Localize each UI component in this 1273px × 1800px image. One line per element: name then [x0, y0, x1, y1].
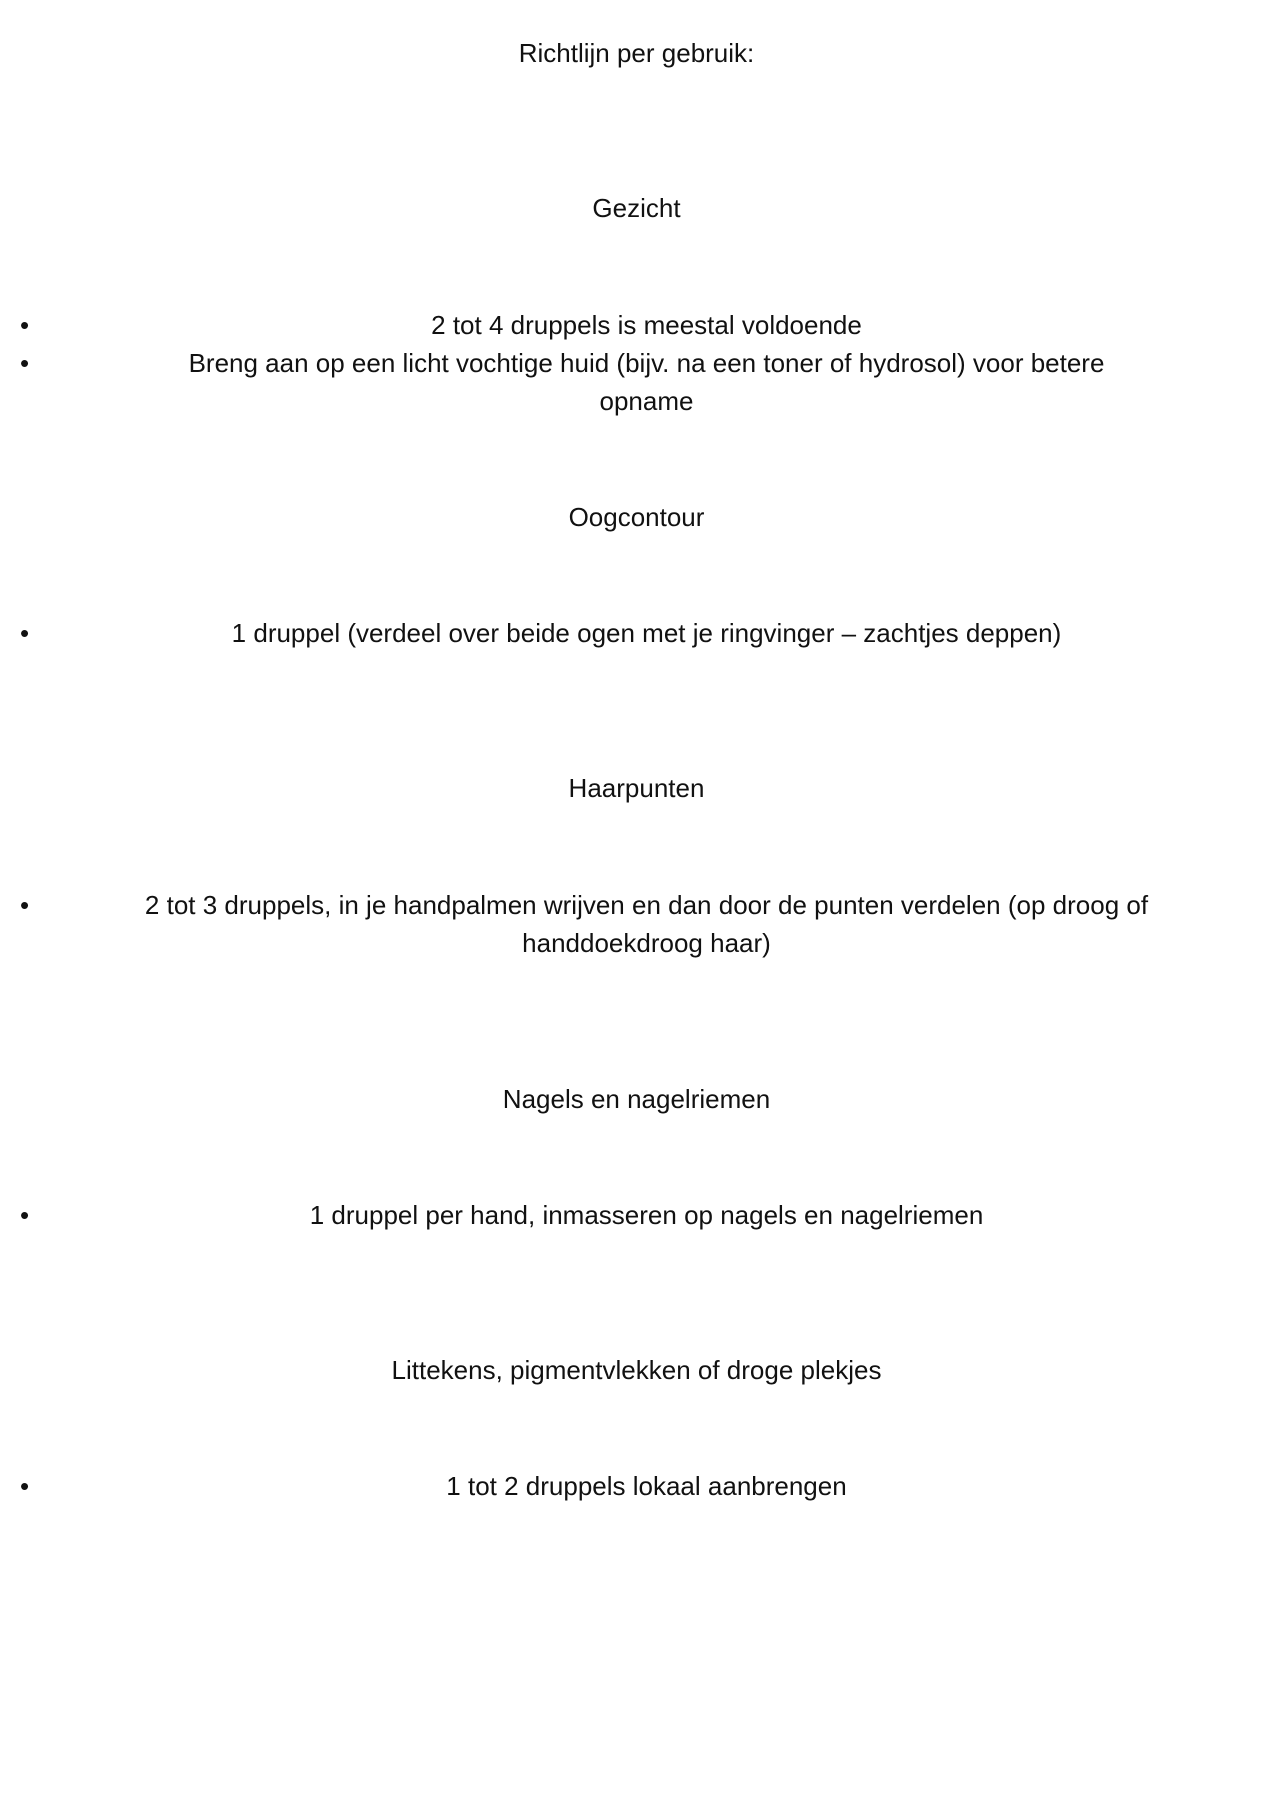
bullet-icon: • — [20, 310, 30, 340]
list-item-text: 1 druppel (verdeel over beide ogen met je ringvinger – zachtjes deppen) — [231, 618, 1062, 648]
section-title-oogcontour: Oogcontour — [568, 502, 705, 532]
bullet-icon: • — [20, 1471, 30, 1501]
list-item-text: 1 druppel per hand, inmasseren op nagels en nagelriemen — [309, 1200, 984, 1230]
section-list-gezicht — [0, 306, 1273, 420]
list-item — [20, 1196, 1273, 1234]
bullet-icon: • — [20, 1200, 30, 1230]
bullet-icon: • — [20, 618, 30, 648]
list-item-text: 2 tot 4 druppels is meestal voldoende — [431, 310, 862, 340]
section-list-haarpunten — [0, 886, 1273, 962]
bullet-icon: • — [20, 890, 30, 920]
section-title-gezicht: Gezicht — [592, 193, 681, 223]
bullet-icon: • — [20, 348, 30, 378]
section-list-nagels — [0, 1196, 1273, 1234]
section-list-oogcontour — [0, 614, 1273, 652]
list-item — [20, 886, 1273, 962]
section-title-littekens: Littekens, pigmentvlekken of droge plekjes — [391, 1355, 882, 1385]
section-list-littekens — [0, 1467, 1273, 1505]
section-title-nagels: Nagels en nagelriemen — [502, 1084, 771, 1114]
list-item — [20, 1467, 1273, 1505]
list-item — [20, 306, 1273, 344]
list-item — [20, 614, 1273, 652]
list-item-text: 2 tot 3 druppels, in je handpalmen wrijven en dan door de punten verdelen (op droog of handdoekdroog haar) — [144, 890, 1149, 958]
section-title-haarpunten: Haarpunten — [568, 773, 705, 803]
list-item-text: Breng aan op een licht vochtige huid (bijv. na een toner of hydrosol) voor betere opname — [188, 348, 1105, 416]
intro-text: Richtlijn per gebruik: — [518, 38, 755, 68]
list-item — [20, 344, 1273, 420]
list-item-text: 1 tot 2 druppels lokaal aanbrengen — [446, 1471, 847, 1501]
